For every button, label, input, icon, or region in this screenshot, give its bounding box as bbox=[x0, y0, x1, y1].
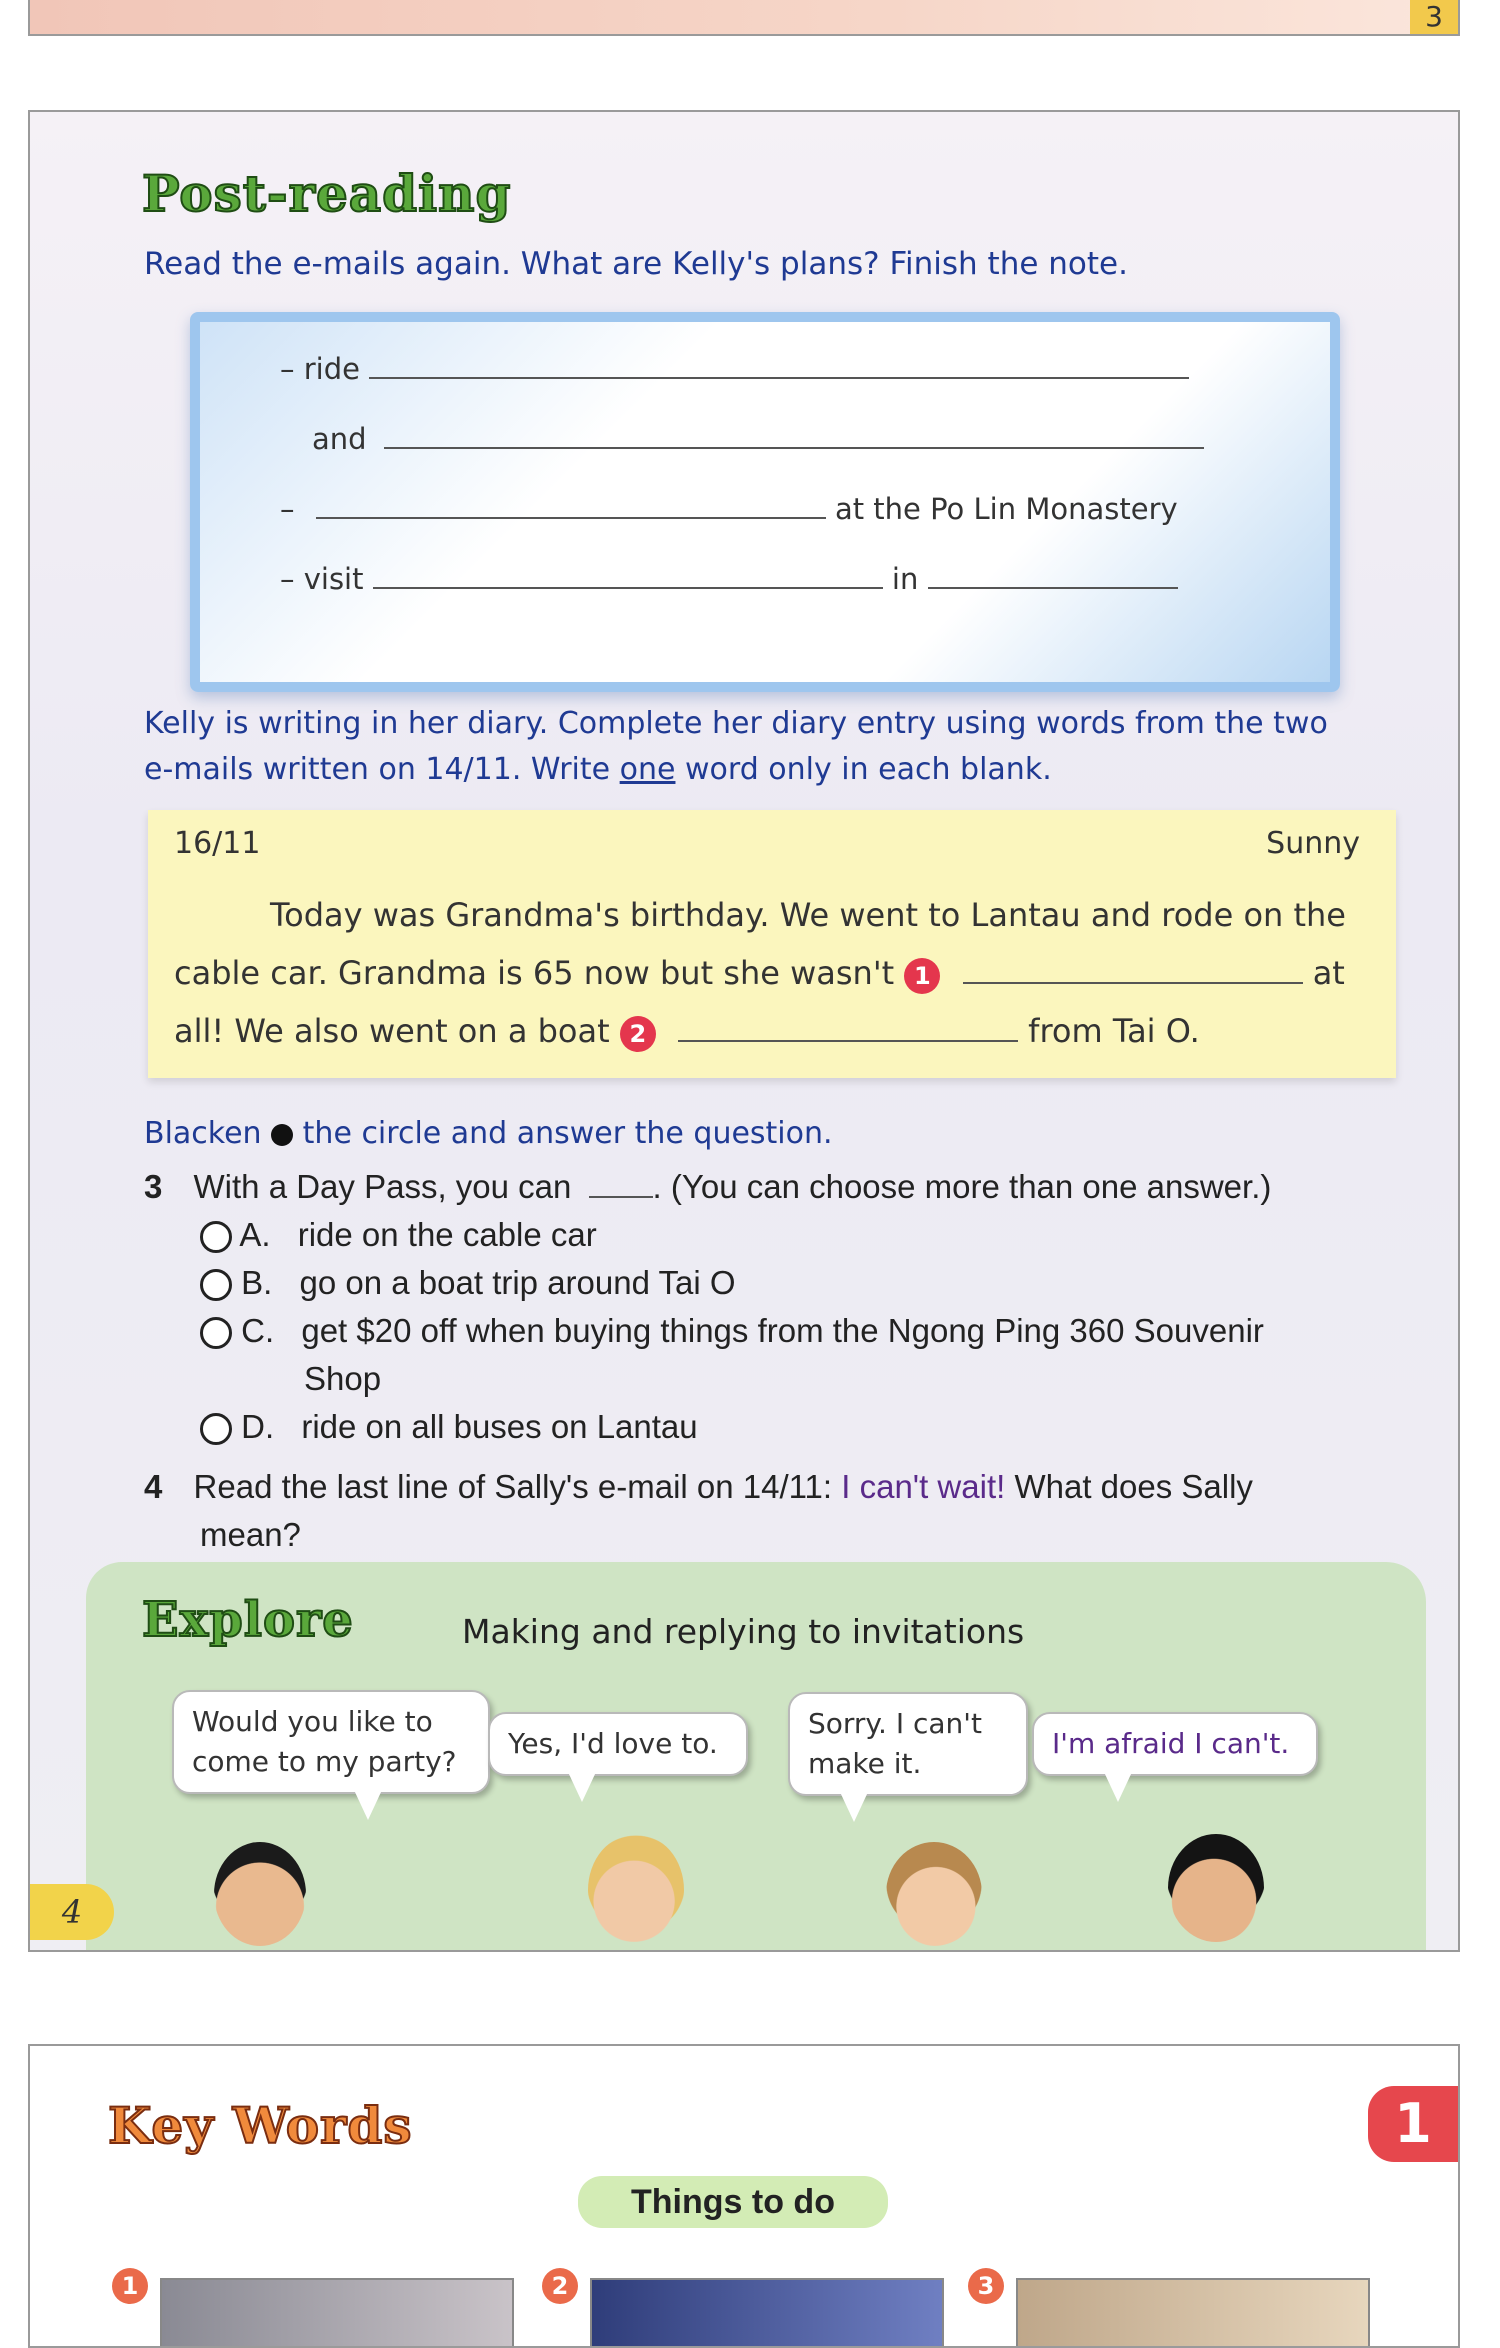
q3-blank bbox=[589, 1194, 653, 1198]
girl-blonde-illustration bbox=[588, 1834, 684, 1946]
note-row-monastery: – at the Po Lin Monastery bbox=[280, 492, 1178, 526]
things-to-do-label: Things to do bbox=[578, 2176, 888, 2228]
note-blank-and[interactable] bbox=[384, 445, 1204, 449]
speech-bubble-accept: Yes, I'd love to. bbox=[488, 1712, 748, 1776]
note-blank-ride[interactable] bbox=[369, 375, 1189, 379]
option-radio[interactable] bbox=[200, 1413, 232, 1445]
diary-blank-1[interactable] bbox=[963, 980, 1303, 984]
thumbnail-3 bbox=[1016, 2278, 1370, 2348]
key-words-heading: Key Words bbox=[108, 2096, 413, 2155]
option-radio[interactable] bbox=[200, 1317, 232, 1349]
question-4-line2: mean? bbox=[200, 1516, 301, 1553]
speech-bubble-invitation: Would you like to come to my party? bbox=[172, 1690, 490, 1794]
thumbnail-1 bbox=[160, 2278, 514, 2348]
next-page bbox=[28, 2044, 1460, 2348]
boy-2-illustration bbox=[1168, 1834, 1264, 1942]
speech-bubble-decline: Sorry. I can't make it. bbox=[788, 1692, 1028, 1796]
question-3: 3 With a Day Pass, you can . (You can choose more than one answer.) bbox=[144, 1168, 1272, 1205]
item-number-badge: 3 bbox=[968, 2268, 1004, 2304]
diary-line-3: all! We also went on a boat 2 from Tai O. bbox=[174, 1012, 1200, 1050]
speech-bubble-afraid: I'm afraid I can't. bbox=[1032, 1712, 1318, 1776]
q3-option-b[interactable]: B. go on a boat trip around Tai O bbox=[200, 1264, 736, 1302]
post-reading-instruction: Read the e-mails again. What are Kelly's plans? Finish the note. bbox=[144, 246, 1128, 282]
diary-weather: Sunny bbox=[1266, 826, 1360, 861]
unit-number-tab: 1 bbox=[1368, 2086, 1458, 2162]
option-radio[interactable] bbox=[200, 1269, 232, 1301]
diary-date: 16/11 bbox=[174, 826, 261, 861]
page-number: 4 bbox=[30, 1884, 114, 1940]
q3-option-a[interactable]: A. ride on the cable car bbox=[200, 1216, 597, 1254]
note-blank-place[interactable] bbox=[928, 585, 1178, 589]
bubble-tail bbox=[1104, 1772, 1132, 1802]
boy-illustration bbox=[214, 1842, 306, 1946]
explore-panel bbox=[86, 1562, 1426, 1952]
blank-number-badge: 1 bbox=[904, 958, 940, 994]
filled-circle-icon bbox=[271, 1124, 293, 1146]
item-number-badge: 1 bbox=[112, 2268, 148, 2304]
note-blank-monastery[interactable] bbox=[316, 515, 826, 519]
workbook-page bbox=[28, 110, 1460, 1952]
diary-blank-2[interactable] bbox=[678, 1038, 1018, 1042]
note-row-ride: – ride bbox=[280, 352, 1189, 386]
note-card bbox=[190, 312, 1340, 692]
item-number-badge: 2 bbox=[542, 2268, 578, 2304]
bubble-tail bbox=[354, 1790, 382, 1820]
blank-number-badge: 2 bbox=[620, 1016, 656, 1052]
thumbnail-2 bbox=[590, 2278, 944, 2348]
q3-option-c-continued: Shop bbox=[304, 1360, 382, 1397]
question-4: 4 Read the last line of Sally's e-mail on 14/11: I can't wait! What does Sally bbox=[144, 1468, 1253, 1505]
previous-page-strip bbox=[28, 0, 1460, 36]
diary-instruction-line2: e-mails written on 14/11. Write one word only in each blank. bbox=[144, 752, 1052, 787]
girl-headband-illustration bbox=[886, 1842, 982, 1946]
explore-subtitle: Making and replying to invitations bbox=[462, 1612, 1025, 1651]
diary-line-2: cable car. Grandma is 65 now but she wasn't 1 at bbox=[174, 954, 1345, 992]
bubble-tail bbox=[840, 1792, 868, 1822]
q4-quote: I can't wait! bbox=[841, 1468, 1006, 1505]
bubble-tail bbox=[568, 1772, 596, 1802]
previous-page-number: 3 bbox=[1410, 0, 1458, 34]
note-row-visit: – visit in bbox=[280, 562, 1178, 596]
explore-heading: Explore bbox=[142, 1592, 354, 1648]
blacken-instruction: Blacken the circle and answer the question. bbox=[144, 1116, 833, 1151]
q3-option-c[interactable]: C. get $20 off when buying things from the Ngong Ping 360 Souvenir bbox=[200, 1312, 1264, 1350]
option-radio[interactable] bbox=[200, 1221, 232, 1253]
q3-option-d[interactable]: D. ride on all buses on Lantau bbox=[200, 1408, 698, 1446]
diary-entry bbox=[148, 810, 1396, 1078]
note-blank-visit[interactable] bbox=[373, 585, 883, 589]
diary-line-1: Today was Grandma's birthday. We went to Lantau and rode on the bbox=[270, 896, 1346, 934]
post-reading-heading: Post-reading bbox=[142, 164, 512, 223]
note-row-and: and bbox=[312, 422, 1204, 456]
diary-instruction-line1: Kelly is writing in her diary. Complete her diary entry using words from the two bbox=[144, 706, 1328, 741]
